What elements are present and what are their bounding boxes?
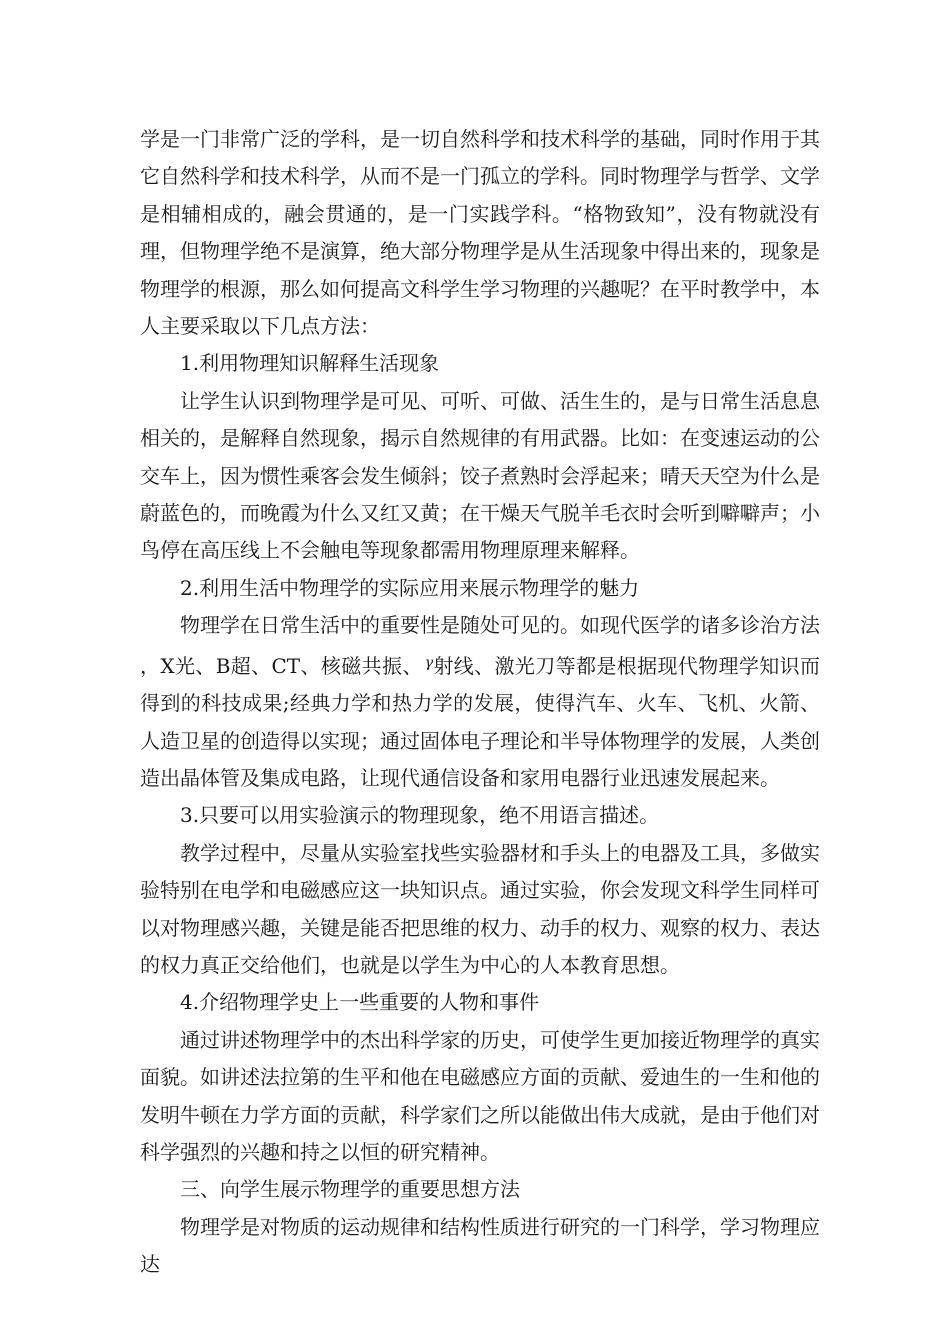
heading-1: 1.利用物理知识解释生活现象 — [180, 351, 440, 376]
paragraph-experiments: 教学过程中，尽量从实验室找些实验器材和手头上的电器及工具，多做实验特别在电学和电磁感应这一块知识点。通过实验，你会发现文科学生同样可以对物理感兴趣，关键是能否把思维的权力、动手的权力、观察的权力、表达的权力真正交给他们，也就是以学生为中心的人本教育思想。 — [140, 840, 820, 977]
gamma-symbol: γ — [424, 654, 434, 671]
document-body — [140, 121, 820, 1284]
heading-2: 2.利用生活中物理学的实际应用来展示物理学的魅力 — [180, 575, 640, 600]
paragraph-life-phenomena: 让学生认识到物理学是可见、可听、可做、活生生的，是与日常生活息息相关的，是解释自然现象，揭示自然规律的有用武器。比如：在变速运动的公交车上，因为惯性乘客会发生倾斜；饺子煮熟时会浮起来；晴天天空为什么是蔚蓝色的，而晚霞为什么又红又黄；在干燥天气脱羊毛衣时会听到噼噼声；小鸟停在高压线上不会触电等现象都需用物理原理来解释。 — [140, 388, 820, 563]
paragraph-methods: 物理学是对物质的运动规律和结构性质进行研究的一门科学，学习物理应达 — [140, 1214, 820, 1277]
heading-4: 4.介绍物理学史上一些重要的人物和事件 — [180, 990, 540, 1015]
paragraph-applications-part-a: 物理学在日常生活中的重要性是随处可见的。如现代医学的诸多诊治方法 ，X光、B超、CT、核磁共振、 — [140, 613, 820, 678]
heading-3: 3.只要可以用实验演示的物理现象，绝不用语言描述。 — [180, 803, 660, 828]
paragraph-history: 通过讲述物理学中的杰出科学家的历史，可使学生更加接近物理学的真实面貌。如讲述法拉第的生平和他在电磁感应方面的贡献、爱迪生的一生和他的发明牛顿在力学方面的贡献，科学家们之所以能做出伟大成就，是由于他们对科学强烈的兴趣和持之以恒的研究精神。 — [140, 1027, 820, 1164]
paragraph-applications-part-b: 射线、激光刀等都是根据现代物理学知识而得到的科技成果;经典力学和热力学的发展，使得汽车、火车、飞机、火箭、人造卫星的创造得以实现；通过固体电子理论和半导体物理学的发展，人类创造出晶体管及集成电路，让现代通信设备和家用电器行业迅速发展起来。 — [140, 653, 821, 790]
paragraph-applications — [140, 607, 820, 797]
heading-section-3: 三、向学生展示物理学的重要思想方法 — [180, 1177, 520, 1202]
paragraph-intro: 学是一门非常广泛的学科，是一切自然科学和技术科学的基础，同时作用于其它自然科学和技术科学，从而不是一门孤立的学科。同时物理学与哲学、文学是相辅相成的，融会贯通的，是一门实践学科。“格物致知”，没有物就没有理，但物理学绝不是演算，绝大部分物理学是从生活现象中得出来的，现象是物理学的根源，那么如何提高文科学生学习物理的兴趣呢？在平时教学中，本人主要采取以下几点方法： — [140, 127, 820, 339]
